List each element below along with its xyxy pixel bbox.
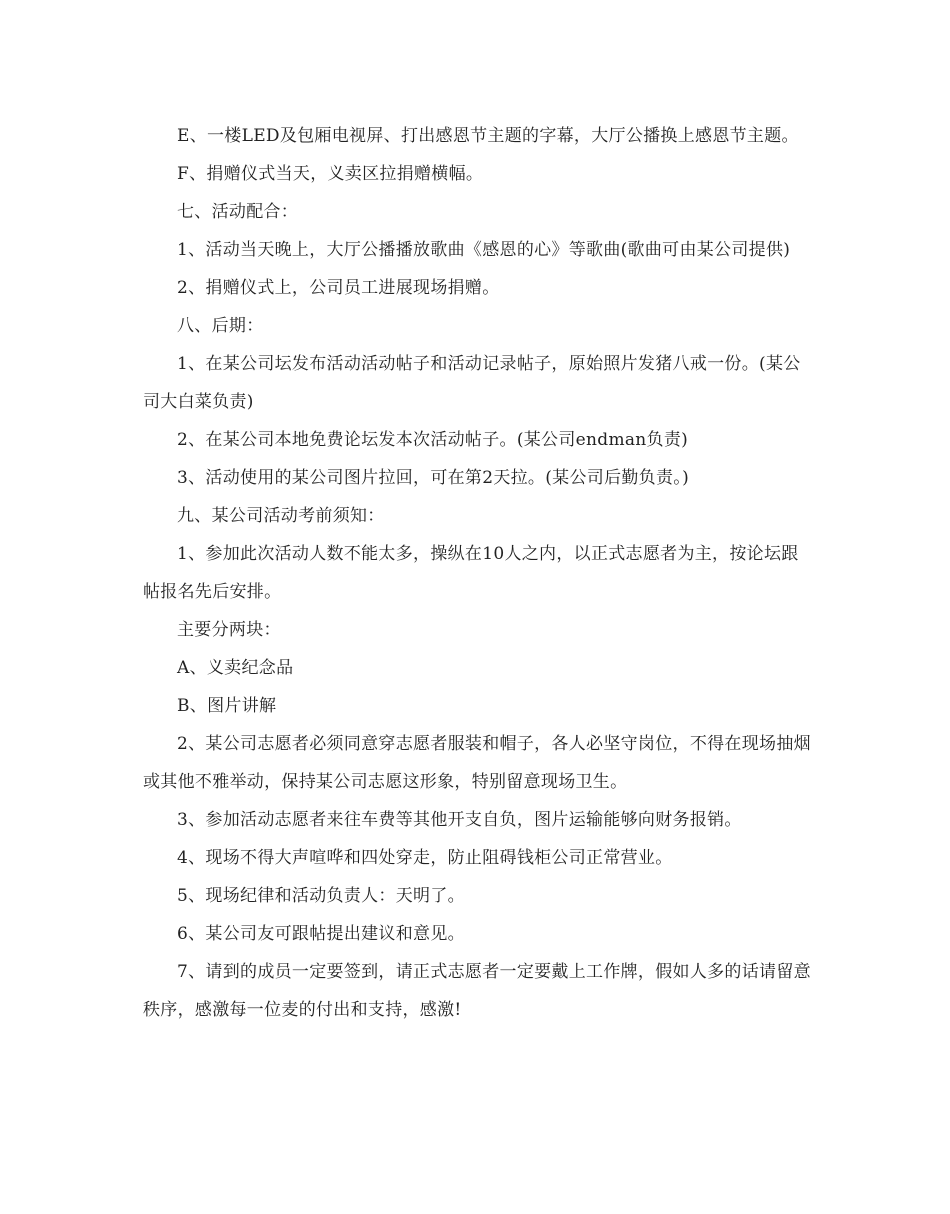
paragraph-part-b: B、图片讲解: [177, 696, 277, 716]
paragraph-f-donation-banner: F、捐赠仪式当天，义卖区拉捐赠横幅。: [177, 164, 484, 184]
paragraph-notes-2: 2、某公司志愿者必须同意穿志愿者服装和帽子，各人必坚守岗位，不得在现场抽烟或其他不雅举动，保持某公司志愿这形象，特别留意现场卫生。: [143, 734, 811, 792]
paragraph-two-parts: 主要分两块：: [177, 620, 281, 640]
paragraph-followup-1: 1、在某公司坛发布活动活动帖子和活动记录帖子，原始照片发猪八戒一份。(某公司大白菜负责): [143, 354, 801, 412]
section-heading-notes: 九、某公司活动考前须知：: [177, 506, 385, 526]
paragraph-followup-3: 3、活动使用的某公司图片拉回，可在第2天拉。(某公司后勤负责。): [177, 468, 689, 488]
paragraph-e-led-screens: E、一楼LED及包厢电视屏、打出感恩节主题的字幕，大厅公播换上感恩节主题。: [177, 126, 799, 146]
paragraph-cooperation-1: 1、活动当天晚上，大厅公播播放歌曲《感恩的心》等歌曲(歌曲可由某公司提供): [177, 240, 791, 260]
paragraph-notes-1: 1、参加此次活动人数不能太多，操纵在10人之内，以正式志愿者为主，按论坛跟帖报名先后安排。: [143, 544, 799, 602]
section-heading-followup: 八、后期：: [177, 316, 264, 336]
paragraph-notes-6: 6、某公司友可跟帖提出建议和意见。: [177, 924, 465, 944]
section-heading-cooperation: 七、活动配合：: [177, 202, 299, 222]
paragraph-part-a: A、义卖纪念品: [177, 658, 294, 678]
paragraph-notes-5: 5、现场纪律和活动负责人：天明了。: [177, 886, 465, 906]
paragraph-notes-7: 7、请到的成员一定要签到，请正式志愿者一定要戴上工作牌，假如人多的话请留意秩序，感激每一位麦的付出和支持，感激!: [143, 962, 811, 1020]
paragraph-followup-2: 2、在某公司本地免费论坛发本次活动帖子。(某公司endman负责): [177, 430, 689, 450]
paragraph-notes-4: 4、现场不得大声喧哗和四处穿走，防止阻碍钱柜公司正常营业。: [177, 848, 673, 868]
paragraph-notes-3: 3、参加活动志愿者来往车费等其他开支自负，图片运输能够向财务报销。: [177, 810, 742, 830]
document-body: [143, 117, 813, 1029]
paragraph-cooperation-2: 2、捐赠仪式上，公司员工进展现场捐赠。: [177, 278, 500, 298]
